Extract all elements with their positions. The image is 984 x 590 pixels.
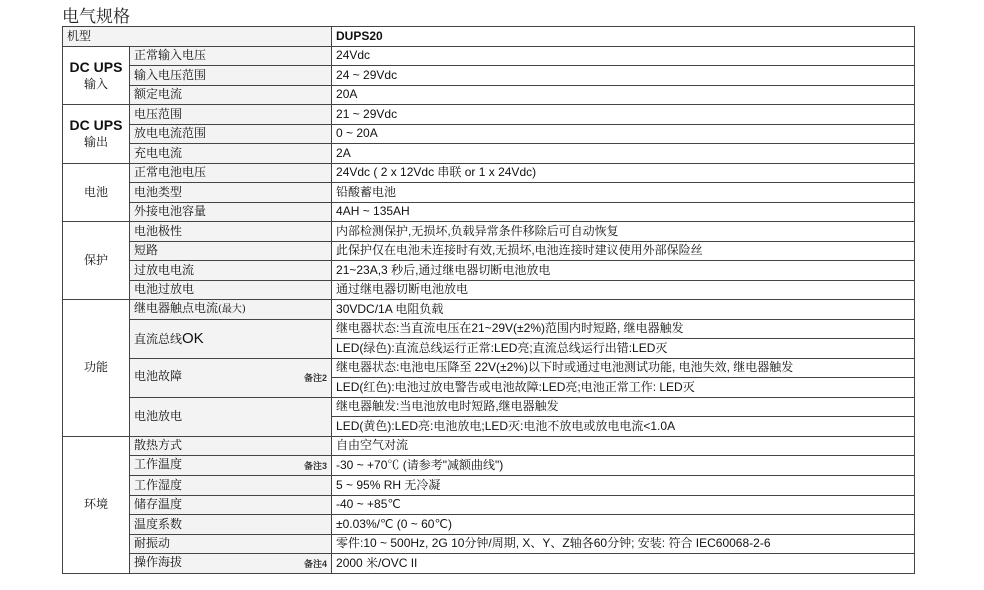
item-value: 20A <box>332 85 915 105</box>
item-label: 电池极性 <box>130 222 332 242</box>
item-value: 通过继电器切断电池放电 <box>332 280 915 300</box>
item-label: 电池过放电 <box>130 280 332 300</box>
table-row <box>63 163 915 183</box>
table-row <box>63 124 915 144</box>
table-row <box>63 280 915 300</box>
item-value: 0 ~ 20A <box>332 124 915 144</box>
category-line2: 输入 <box>83 76 108 91</box>
item-value: 自由空气对流 <box>332 436 915 456</box>
item-label <box>130 319 332 358</box>
table-row <box>63 144 915 164</box>
item-value: 24Vdc ( 2 x 12Vdc 串联 or 1 x 24Vdc) <box>332 163 915 183</box>
table-row <box>63 515 915 535</box>
table-row <box>63 456 915 476</box>
item-value: 24Vdc <box>332 46 915 66</box>
item-value: LED(绿色):直流总线运行正常:LED亮;直流总线运行出错:LED灭 <box>332 339 915 359</box>
relay-item-small: (最大) <box>218 304 246 316</box>
item-label <box>130 300 332 320</box>
item-value: 继电器状态:当直流电压在21~29V(±2%)范围内时短路, 继电器触发 <box>332 319 915 339</box>
page-title: 电气规格 <box>62 7 130 27</box>
item-value: 21~23A,3 秒后,通过继电器切断电池放电 <box>332 261 915 281</box>
item-value: 5 ~ 95% RH 无冷凝 <box>332 476 915 496</box>
spec-table <box>62 26 915 574</box>
item-label: 输入电压范围 <box>130 66 332 86</box>
item-value: 零件:10 ~ 500Hz, 2G 10分钟/周期, X、Y、Z轴各60分钟; 安装: 符合 IEC60068-2-6 <box>332 534 915 554</box>
table-row <box>63 476 915 496</box>
item-value: 2000 米/OVC II <box>332 554 915 574</box>
item-label: 充电电流 <box>130 144 332 164</box>
table-row <box>63 66 915 86</box>
item-value: 此保护仅在电池未连接时有效,无损坏,电池连接时建议使用外部保险丝 <box>332 241 915 261</box>
battery-fault-label: 电池故障 <box>134 369 183 383</box>
table-row <box>63 222 915 242</box>
note-label: 备注4 <box>304 559 328 569</box>
item-value: LED(红色):电池过放电警告或电池故障:LED亮;电池正常工作: LED灭 <box>332 378 915 398</box>
header-row <box>63 27 915 47</box>
table-row <box>63 554 915 574</box>
item-label: 耐振动 <box>130 534 332 554</box>
dc-bus-label: 直流总线 <box>134 331 183 346</box>
table-row <box>63 534 915 554</box>
item-value: 30VDC/1A 电阻负载 <box>332 300 915 320</box>
item-value: 21 ~ 29Vdc <box>332 105 915 125</box>
item-label: 外接电池容量 <box>130 202 332 222</box>
category-line2: 输出 <box>83 135 108 150</box>
table-row <box>63 183 915 203</box>
dc-bus-ok: OK <box>182 329 204 347</box>
item-label: 短路 <box>130 241 332 261</box>
table-row <box>63 85 915 105</box>
item-label: 正常电池电压 <box>130 163 332 183</box>
category-dc-output <box>63 105 130 164</box>
item-label: 电压范围 <box>130 105 332 125</box>
table-row <box>63 300 915 320</box>
relay-item-label: 继电器触点电流 <box>134 301 219 316</box>
item-label: 正常输入电压 <box>130 46 332 66</box>
item-label <box>130 554 332 574</box>
item-label: 电池类型 <box>130 183 332 203</box>
category-environment: 环境 <box>63 436 130 574</box>
item-label: 工作湿度 <box>130 476 332 496</box>
category-battery: 电池 <box>63 163 130 222</box>
category-protection: 保护 <box>63 222 130 300</box>
item-value: ±0.03%/℃ (0 ~ 60℃) <box>332 515 915 535</box>
item-label <box>130 358 332 397</box>
env-item-label: 操作海拔 <box>134 555 183 569</box>
table-row <box>63 105 915 125</box>
category-dc-input <box>63 46 130 105</box>
category-function: 功能 <box>63 300 130 437</box>
item-value: -40 ~ +85℃ <box>332 495 915 515</box>
item-label: 额定电流 <box>130 85 332 105</box>
item-label: 放电电流范围 <box>130 124 332 144</box>
model-label: 机型 <box>63 27 332 47</box>
item-label <box>130 456 332 476</box>
item-value: -30 ~ +70℃ (请参考"减额曲线") <box>332 456 915 476</box>
note-label: 备注3 <box>304 461 328 471</box>
item-value: 继电器触发:当电池放电时短路,继电器触发 <box>332 397 915 417</box>
env-item-label: 工作温度 <box>134 457 183 471</box>
item-value: 内部检测保护,无损坏,负载异常条件移除后可自动恢复 <box>332 222 915 242</box>
table-row <box>63 436 915 456</box>
table-row <box>63 241 915 261</box>
item-label: 电池放电 <box>130 397 332 436</box>
category-line1: DC UPS <box>69 58 123 75</box>
item-label: 温度系数 <box>130 515 332 535</box>
table-row <box>63 397 915 417</box>
table-row <box>63 202 915 222</box>
table-row <box>63 319 915 339</box>
table-row <box>63 261 915 281</box>
note-label: 备注2 <box>304 373 328 383</box>
item-label: 过放电电流 <box>130 261 332 281</box>
item-label: 散热方式 <box>130 436 332 456</box>
item-value: 铅酸蓄电池 <box>332 183 915 203</box>
item-value: LED(黄色):LED亮:电池放电;LED灭:电池不放电或放电电流<1.0A <box>332 417 915 437</box>
item-value: 4AH ~ 135AH <box>332 202 915 222</box>
table-row <box>63 358 915 378</box>
item-value: 24 ~ 29Vdc <box>332 66 915 86</box>
item-label: 储存温度 <box>130 495 332 515</box>
item-value: 继电器状态:电池电压降至 22V(±2%)以下时或通过电池测试功能, 电池失效, 继电器触发 <box>332 358 915 378</box>
table-row <box>63 46 915 66</box>
category-line1: DC UPS <box>69 117 123 134</box>
model-value: DUPS20 <box>332 27 915 47</box>
item-value: 2A <box>332 144 915 164</box>
table-row <box>63 495 915 515</box>
